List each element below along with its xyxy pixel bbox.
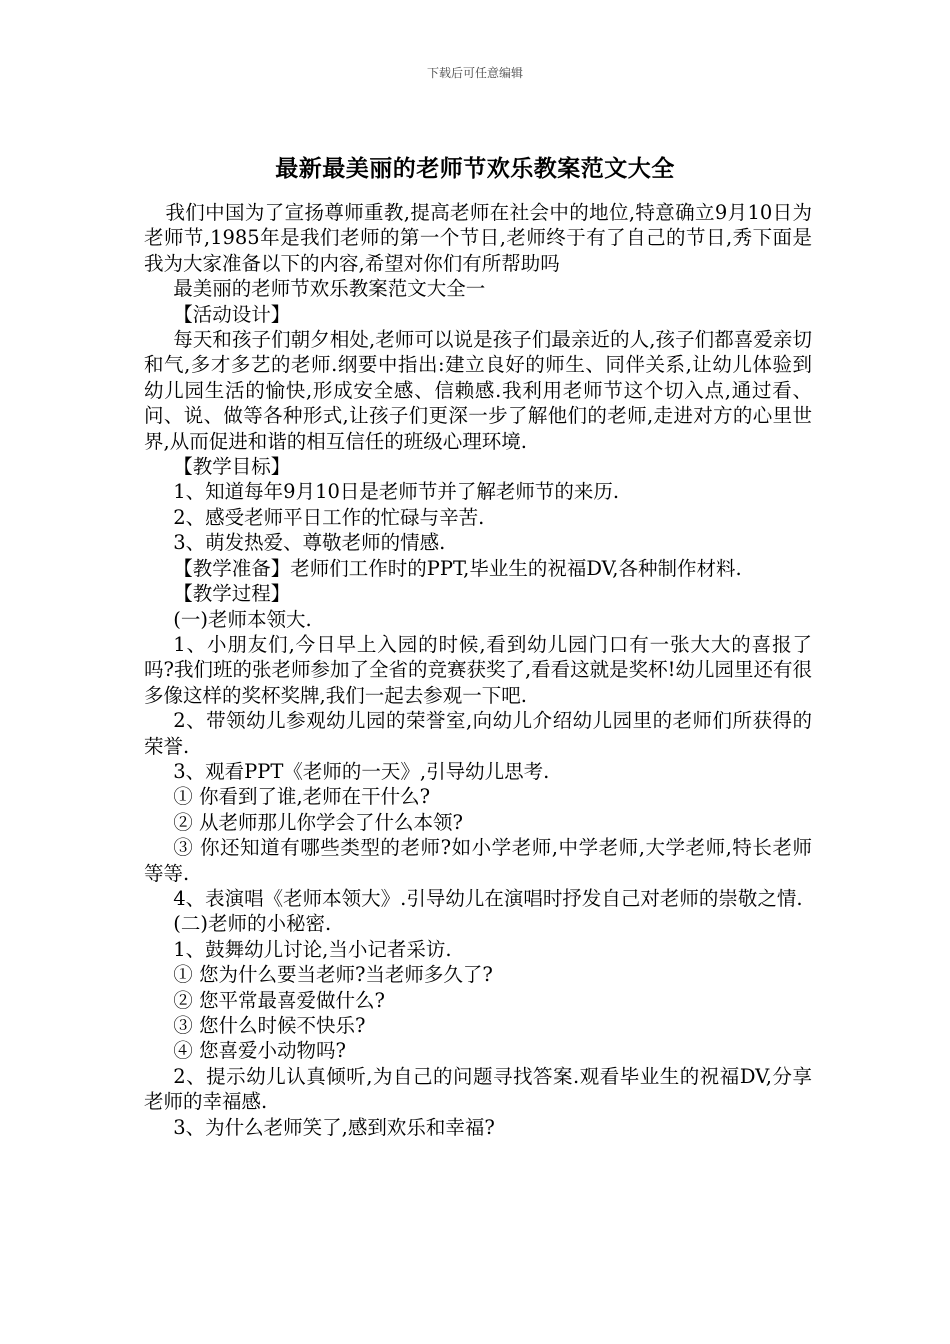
question-item-1: ① 你看到了谁,老师在干什么? — [173, 785, 431, 809]
interview-question-3: ③ 您什么时候不快乐? — [173, 1014, 366, 1037]
process-part-1-heading: (一)老师本领大. — [173, 607, 312, 631]
process-step-1: 1、小朋友们,今日早上入园的时候,看到幼儿园门口有一张大大的喜报了吗?我们班的张老师参加了全省的竞赛获奖了,看看这就是奖杯!幼儿园里还有很多像这样的奖杯奖牌,我们一起去参观一下吧. — [144, 632, 812, 707]
question-item-2: ② 从老师那儿你学会了什么本领? — [173, 810, 463, 834]
interview-question-4: ④ 您喜爱小动物吗? — [173, 1039, 346, 1063]
document-body — [144, 200, 812, 1140]
process-step-4: 4、表演唱《老师本领大》.引导幼儿在演唱时抒发自己对老师的崇敬之情. — [173, 886, 803, 910]
interview-question-2: ② 您平常最喜爱做什么? — [173, 988, 385, 1012]
part-2-step-1: 1、鼓舞幼儿讨论,当小记者采访. — [173, 937, 452, 961]
teaching-prep-paragraph: 【教学准备】老师们工作时的PPT,毕业生的祝福DV,各种制作材料. — [173, 556, 742, 580]
interview-question-1: ① 您为什么要当老师?当老师多久了? — [173, 963, 493, 987]
process-step-3: 3、观看PPT《老师的一天》,引导幼儿思考. — [173, 759, 550, 783]
process-part-2-heading: (二)老师的小秘密. — [173, 912, 332, 936]
part-2-step-3: 3、为什么老师笑了,感到欢乐和幸福? — [173, 1115, 495, 1139]
teaching-goals-heading: 【教学目标】 — [173, 455, 291, 479]
teaching-process-heading: 【教学过程】 — [173, 582, 291, 606]
header-note: 下载后可任意编辑 — [426, 66, 523, 80]
activity-design-heading: 【活动设计】 — [173, 302, 291, 326]
process-step-2: 2、带领幼儿参观幼儿园的荣誉室,向幼儿介绍幼儿园里的老师们所获得的荣誉. — [144, 709, 812, 758]
section-heading-1: 最美丽的老师节欢乐教案范文大全一 — [173, 277, 486, 301]
part-2-step-2: 2、提示幼儿认真倾听,为自己的问题寻找答案.观看毕业生的祝福DV,分享老师的幸福感. — [144, 1064, 812, 1114]
document-title: 最新最美丽的老师节欢乐教案范文大全 — [275, 155, 675, 182]
goal-item-1: 1、知道每年9月10日是老师节并了解老师节的来历. — [173, 480, 620, 504]
intro-paragraph: 我们中国为了宣扬尊师重教,提高老师在社会中的地位,特意确立9月10日为老师节,1985年是我们老师的第一个节日,老师终于有了自己的节日,秀下面是我为大家准备以下的内容,希望对你们有所帮助吗 — [144, 201, 812, 275]
activity-design-paragraph: 每天和孩子们朝夕相处,老师可以说是孩子们最亲近的人,孩子们都喜爱亲切和气,多才多艺的老师.纲要中指出:建立良好的师生、同伴关系,让幼儿体验到幼儿园生活的愉快,形成安全感、信赖感.我利用老师节这个切入点,通过看、问、说、做等各种形式,让孩子们更深一步了解他们的老师,走进对方的心里世界,从而促进和谐的相互信任的班级心理环境. — [144, 328, 812, 453]
question-item-3: ③ 你还知道有哪些类型的老师?如小学老师,中学老师,大学老师,特长老师等等. — [144, 836, 812, 885]
goal-item-2: 2、感受老师平日工作的忙碌与辛苦. — [173, 505, 485, 529]
goal-item-3: 3、萌发热爱、尊敬老师的情感. — [173, 531, 446, 555]
